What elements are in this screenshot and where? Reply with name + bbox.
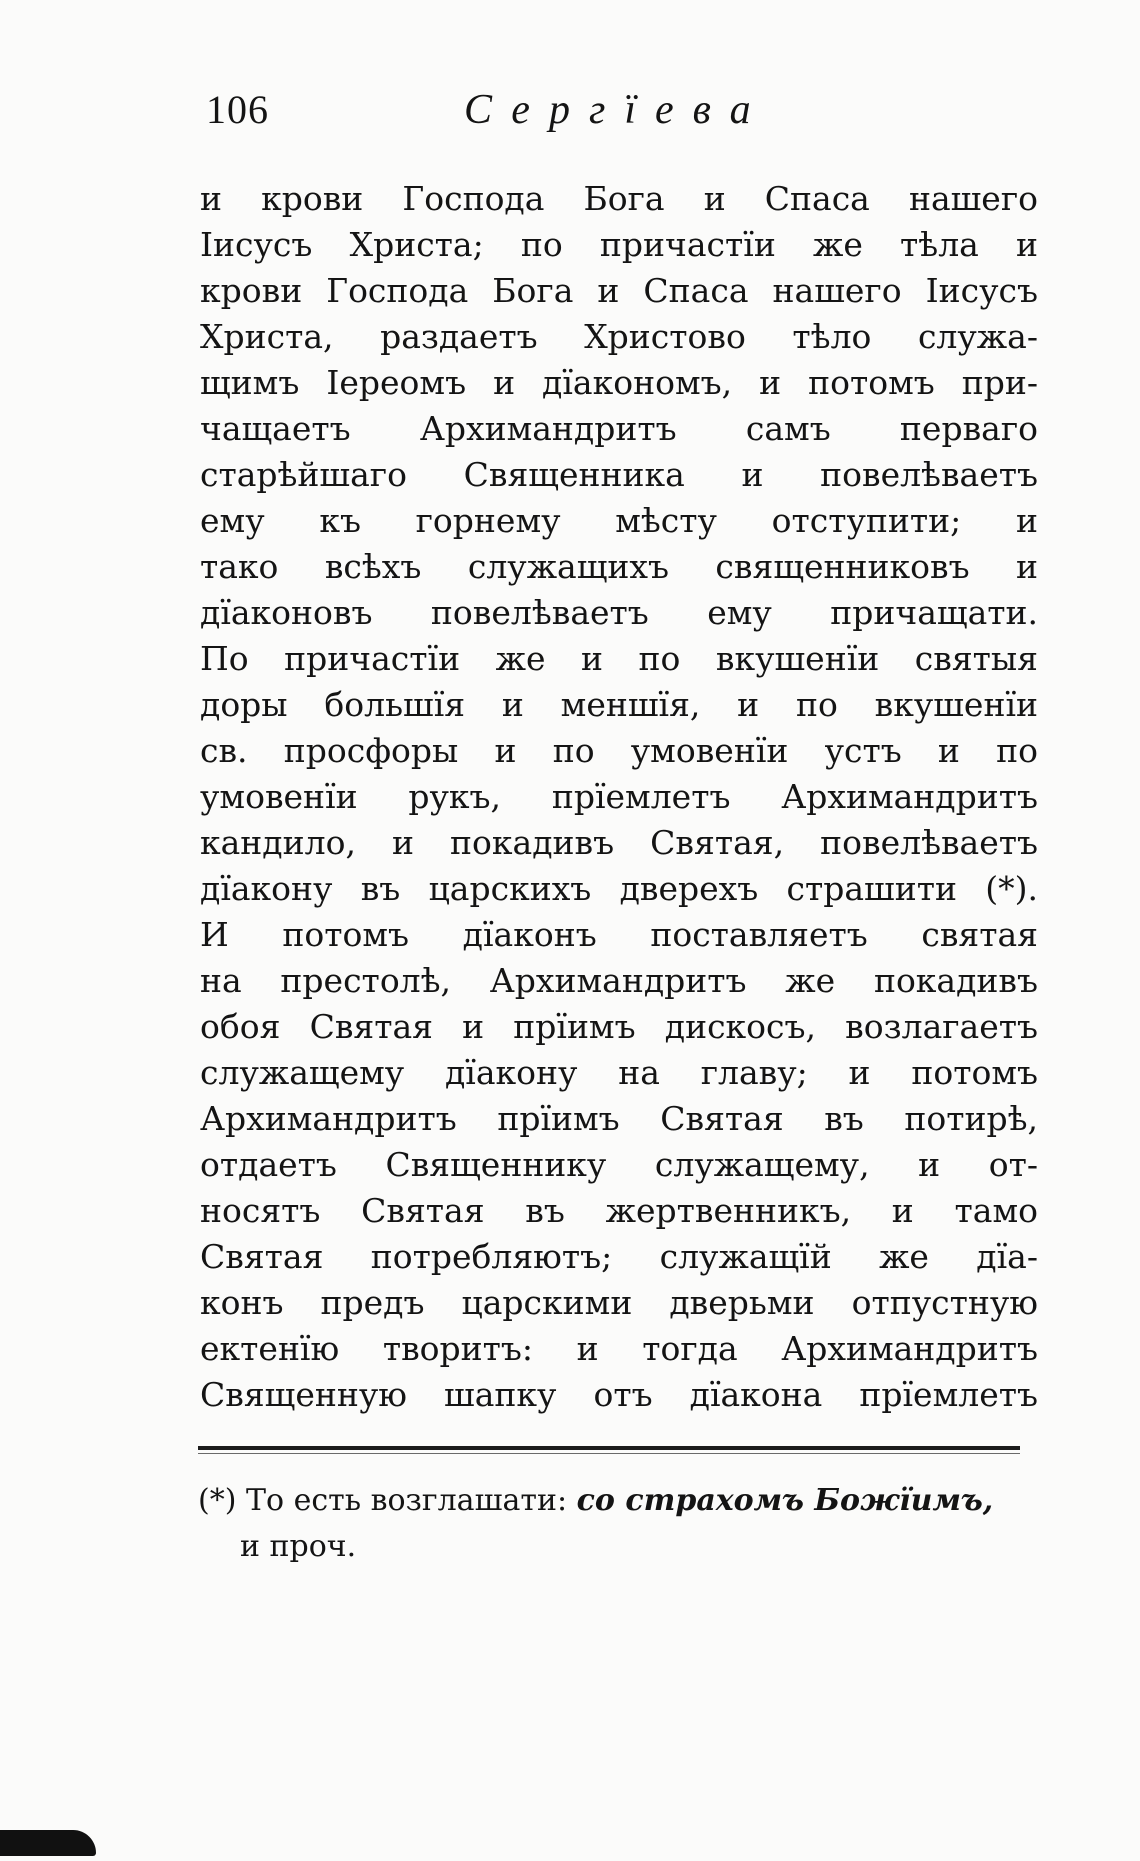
footnote-line xyxy=(198,1478,1038,1524)
text-line: И потомъ дїаконъ поставляетъ святая xyxy=(200,915,1038,954)
text-line: служащему дїакону на главу; и потомъ xyxy=(200,1053,1038,1092)
text-line: доры большїя и меншїя, и по вкушенїи xyxy=(200,685,1038,724)
footnote xyxy=(198,1478,1038,1570)
page-number: 106 xyxy=(206,87,269,132)
text-line: на престолѣ, Архимандритъ же покадивъ xyxy=(200,961,1038,1000)
footnote-italic-text: со страхомъ Божїимъ, xyxy=(576,1483,994,1518)
text-line: ектенїю творитъ: и тогда Архимандритъ xyxy=(200,1329,1038,1368)
main-text-block xyxy=(200,176,1038,1418)
text-line: По причастїи же и по вкушенїи святыя xyxy=(200,639,1038,678)
text-line: Іисусъ Христа; по причастїи же тѣла и xyxy=(200,225,1038,264)
page-header xyxy=(206,86,1026,146)
footnote-continuation: и проч. xyxy=(240,1529,357,1564)
text-line: Архимандритъ прїимъ Святая въ потирѣ, xyxy=(200,1099,1038,1138)
footnote-divider-thin xyxy=(198,1453,1020,1454)
text-line: и крови Господа Бога и Спаса нашего xyxy=(200,179,1038,218)
footnote-divider xyxy=(198,1446,1020,1450)
text-line: Святая потребляютъ; служащїй же дїа- xyxy=(200,1237,1038,1276)
text-line: Христа, раздаетъ Христово тѣло служа- xyxy=(200,317,1038,356)
footnote-marker: (*) xyxy=(198,1483,237,1518)
text-line: старѣйшаго Священника и повелѣваетъ xyxy=(200,455,1038,494)
text-line: щимъ Іереомъ и дїакономъ, и потомъ при- xyxy=(200,363,1038,402)
text-line: крови Господа Бога и Спаса нашего Іисусъ xyxy=(200,271,1038,310)
scan-edge-mark xyxy=(0,1830,96,1856)
text-line: умовенїи рукъ, прїемлетъ Архимандритъ xyxy=(200,777,1038,816)
text-line: носятъ Святая въ жертвенникъ, и тамо xyxy=(200,1191,1038,1230)
text-line: обоя Святая и прїимъ дискосъ, возлагаетъ xyxy=(200,1007,1038,1046)
text-line: дїаконовъ повелѣваетъ ему причащати. xyxy=(200,593,1038,632)
running-title: Сергїева xyxy=(464,87,770,133)
text-line: Священную шапку отъ дїакона прїемлетъ xyxy=(200,1375,1038,1414)
text-line: чащаетъ Архимандритъ самъ перваго xyxy=(200,409,1038,448)
text-line: кандило, и покадивъ Святая, повелѣваетъ xyxy=(200,823,1038,862)
text-line: конъ предъ царскими дверьми отпустную xyxy=(200,1283,1038,1322)
text-line: дїакону въ царскихъ дверехъ страшити (*). xyxy=(200,869,1038,908)
footnote-lead-text: То есть возглашати: xyxy=(245,1483,568,1518)
text-line: ему къ горнему мѣсту отступити; и xyxy=(200,501,1038,540)
text-line: св. просфоры и по умовенїи устъ и по xyxy=(200,731,1038,770)
text-line: отдаетъ Священнику служащему, и от- xyxy=(200,1145,1038,1184)
text-line: тако всѣхъ служащихъ священниковъ и xyxy=(200,547,1038,586)
